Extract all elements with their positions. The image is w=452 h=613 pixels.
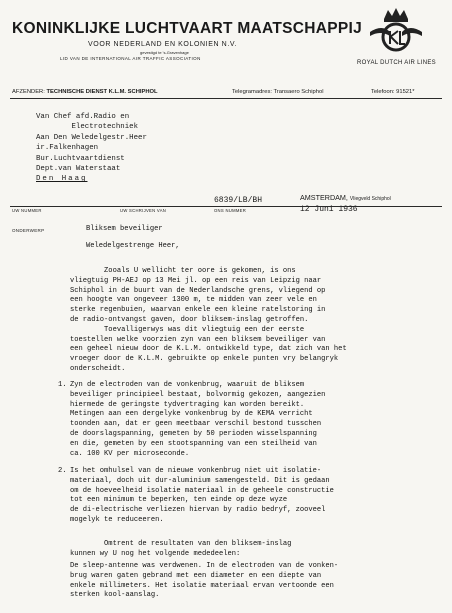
place-city: AMSTERDAM,	[300, 193, 348, 202]
text-line: Zyn de electroden van de vonkenbrug, waaruit de bliksem	[70, 381, 305, 389]
recipient-address	[36, 112, 147, 185]
address-line: Aan Den Weledelgestr.Heer	[36, 133, 147, 142]
paragraph-findings	[70, 562, 338, 601]
sender-value: TECHNISCHE DIENST K.L.M. SCHIPHOL	[46, 89, 158, 95]
subject-label: ONDERWERP	[12, 228, 45, 233]
letter-subject: Bliksem beveiliger	[86, 225, 163, 233]
text-line: materiaal, doch uit dur-aluminium samengesteld. Dit is gedaan	[70, 476, 330, 485]
address-line: Van Chef afd.Radio en	[36, 113, 130, 121]
text-line: sterken kool-aanslag.	[70, 591, 160, 600]
your-number-label: UW NUMMER	[12, 208, 42, 213]
place	[300, 193, 391, 202]
text-line: De sleep-antenne was verdwenen. In de electroden van de vonken-	[70, 562, 339, 570]
text-line: brug waren gaten gebrand met een diameter en een diepte van	[70, 571, 322, 580]
text-line: enkele millimeters. Het isolatie materiaal ervan vertoonde een	[70, 581, 334, 590]
text-line: vroeger door de K.L.M. gebruikte op enkele punten vry belangryk	[70, 355, 339, 364]
header-divider	[10, 98, 442, 99]
logo-caption: ROYAL DUTCH AIR LINES	[357, 60, 436, 66]
text-line: ca. 100 KV per microseconde.	[70, 449, 190, 458]
company-name: KONINKLIJKE LUCHTVAART MAATSCHAPPIJ	[12, 20, 363, 37]
item-number: 2.	[58, 467, 67, 475]
text-line: Zooals U wellicht ter oore is gekomen, is ons	[70, 267, 296, 275]
text-line: Schiphol in de buurt van de Nederlandsche grens, vliegend op	[70, 286, 326, 295]
text-line: Omtrent de resultaten van den bliksem-inslag	[70, 540, 292, 548]
address-city: Den Haag	[36, 175, 88, 184]
letter-date: 12 Juni 1936	[300, 205, 358, 214]
text-line: Toevalligerwys was dit vliegtuig een der eerste	[70, 325, 305, 334]
address-line: Dept.van Waterstaat	[36, 165, 121, 174]
text-line: Is het omhulsel van de nieuwe vonkenbrug niet uit isolatie-	[70, 467, 322, 475]
address-line: ir.Falkenhagen	[36, 144, 99, 153]
text-line: onderscheidt.	[70, 364, 126, 373]
text-line: hiermede de geringste tydvertraging kan worden bereikt.	[70, 400, 305, 409]
place-detail: Vliegveld Schiphol	[349, 196, 391, 202]
telephone: Telefoon: 91521*	[371, 89, 415, 95]
numbered-item-1	[70, 381, 325, 459]
text-line: toestellen welke voorzien zyn van een bliksem beveiliger van	[70, 335, 326, 344]
paragraph-intro	[70, 267, 347, 375]
text-line: en die, gemeten by een stootspanning van een steilheid van	[70, 439, 317, 448]
our-number-value: 6839/LB/BH	[214, 196, 263, 205]
our-number-label: ONS NUMMER	[214, 208, 247, 213]
address-line: Electrotechniek	[36, 123, 139, 132]
text-line: toonden aan, dat er geen meetbaar verschil bestond tusschen	[70, 420, 322, 429]
text-line: een hoogte van ongeveer 1300 m, te midden van zeer vele en	[70, 296, 317, 305]
text-line: tot een minimum te beperken, ten einde op deze wyze	[70, 496, 288, 505]
founded-note: gevestigd te 's-Gravenhage	[140, 50, 189, 55]
text-line: een geheel nieuw door de K.L.M. ontwikkeld type, dat zich van het	[70, 345, 347, 354]
numbered-item-2	[70, 467, 334, 526]
text-line: vliegtuig PH-AEJ op 13 Mei jl. op een reis van Leipzig naar	[70, 276, 322, 285]
letter-salutation: Weledelgestrenge Heer,	[86, 242, 180, 250]
reference-divider	[10, 206, 442, 207]
address-line: Bur.Luchtvaartdienst	[36, 154, 125, 163]
text-line: beveiliger principieel bestaat, bolvormig gekozen, aangezien	[70, 390, 326, 399]
sender-label: AFZENDER:	[12, 89, 45, 95]
item-number: 1.	[58, 381, 67, 389]
text-line: de di-electrische verliezen hiervan by radio bedryf, zooveel	[70, 506, 326, 515]
telegram-address: Telegramadres: Transaero Schiphol	[232, 89, 324, 95]
iata-member-note: LID VAN DE INTERNATIONAL AIR TRAFFIC ASSOCIATION	[60, 56, 201, 61]
company-subtitle: VOOR NEDERLAND EN KOLONIEN N.V.	[88, 41, 238, 48]
text-line: de radio-ontvangst gaven, door bliksem-inslag getroffen.	[70, 315, 309, 324]
text-line: de doorslagspanning, gemeten by 50 perioden wisselspanning	[70, 429, 317, 438]
text-line: kunnen wy U nog het volgende mededeelen:	[70, 549, 241, 558]
text-line: Metingen aan een dergelyke vonkenbrug by de KEMA verricht	[70, 410, 313, 419]
your-letter-label: UW SCHRIJVEN VAN	[120, 208, 167, 213]
sender-line	[12, 89, 158, 95]
klm-crown-logo-icon	[368, 6, 424, 62]
paragraph-results	[70, 540, 291, 560]
text-line: om de hoeveelheid isolatie materiaal in de geheele constructie	[70, 486, 334, 495]
text-line: sterke regenbuien, waarvan enkele een kleine ratelstoring in	[70, 306, 326, 315]
text-line: mogelyk te reduceeren.	[70, 515, 164, 524]
